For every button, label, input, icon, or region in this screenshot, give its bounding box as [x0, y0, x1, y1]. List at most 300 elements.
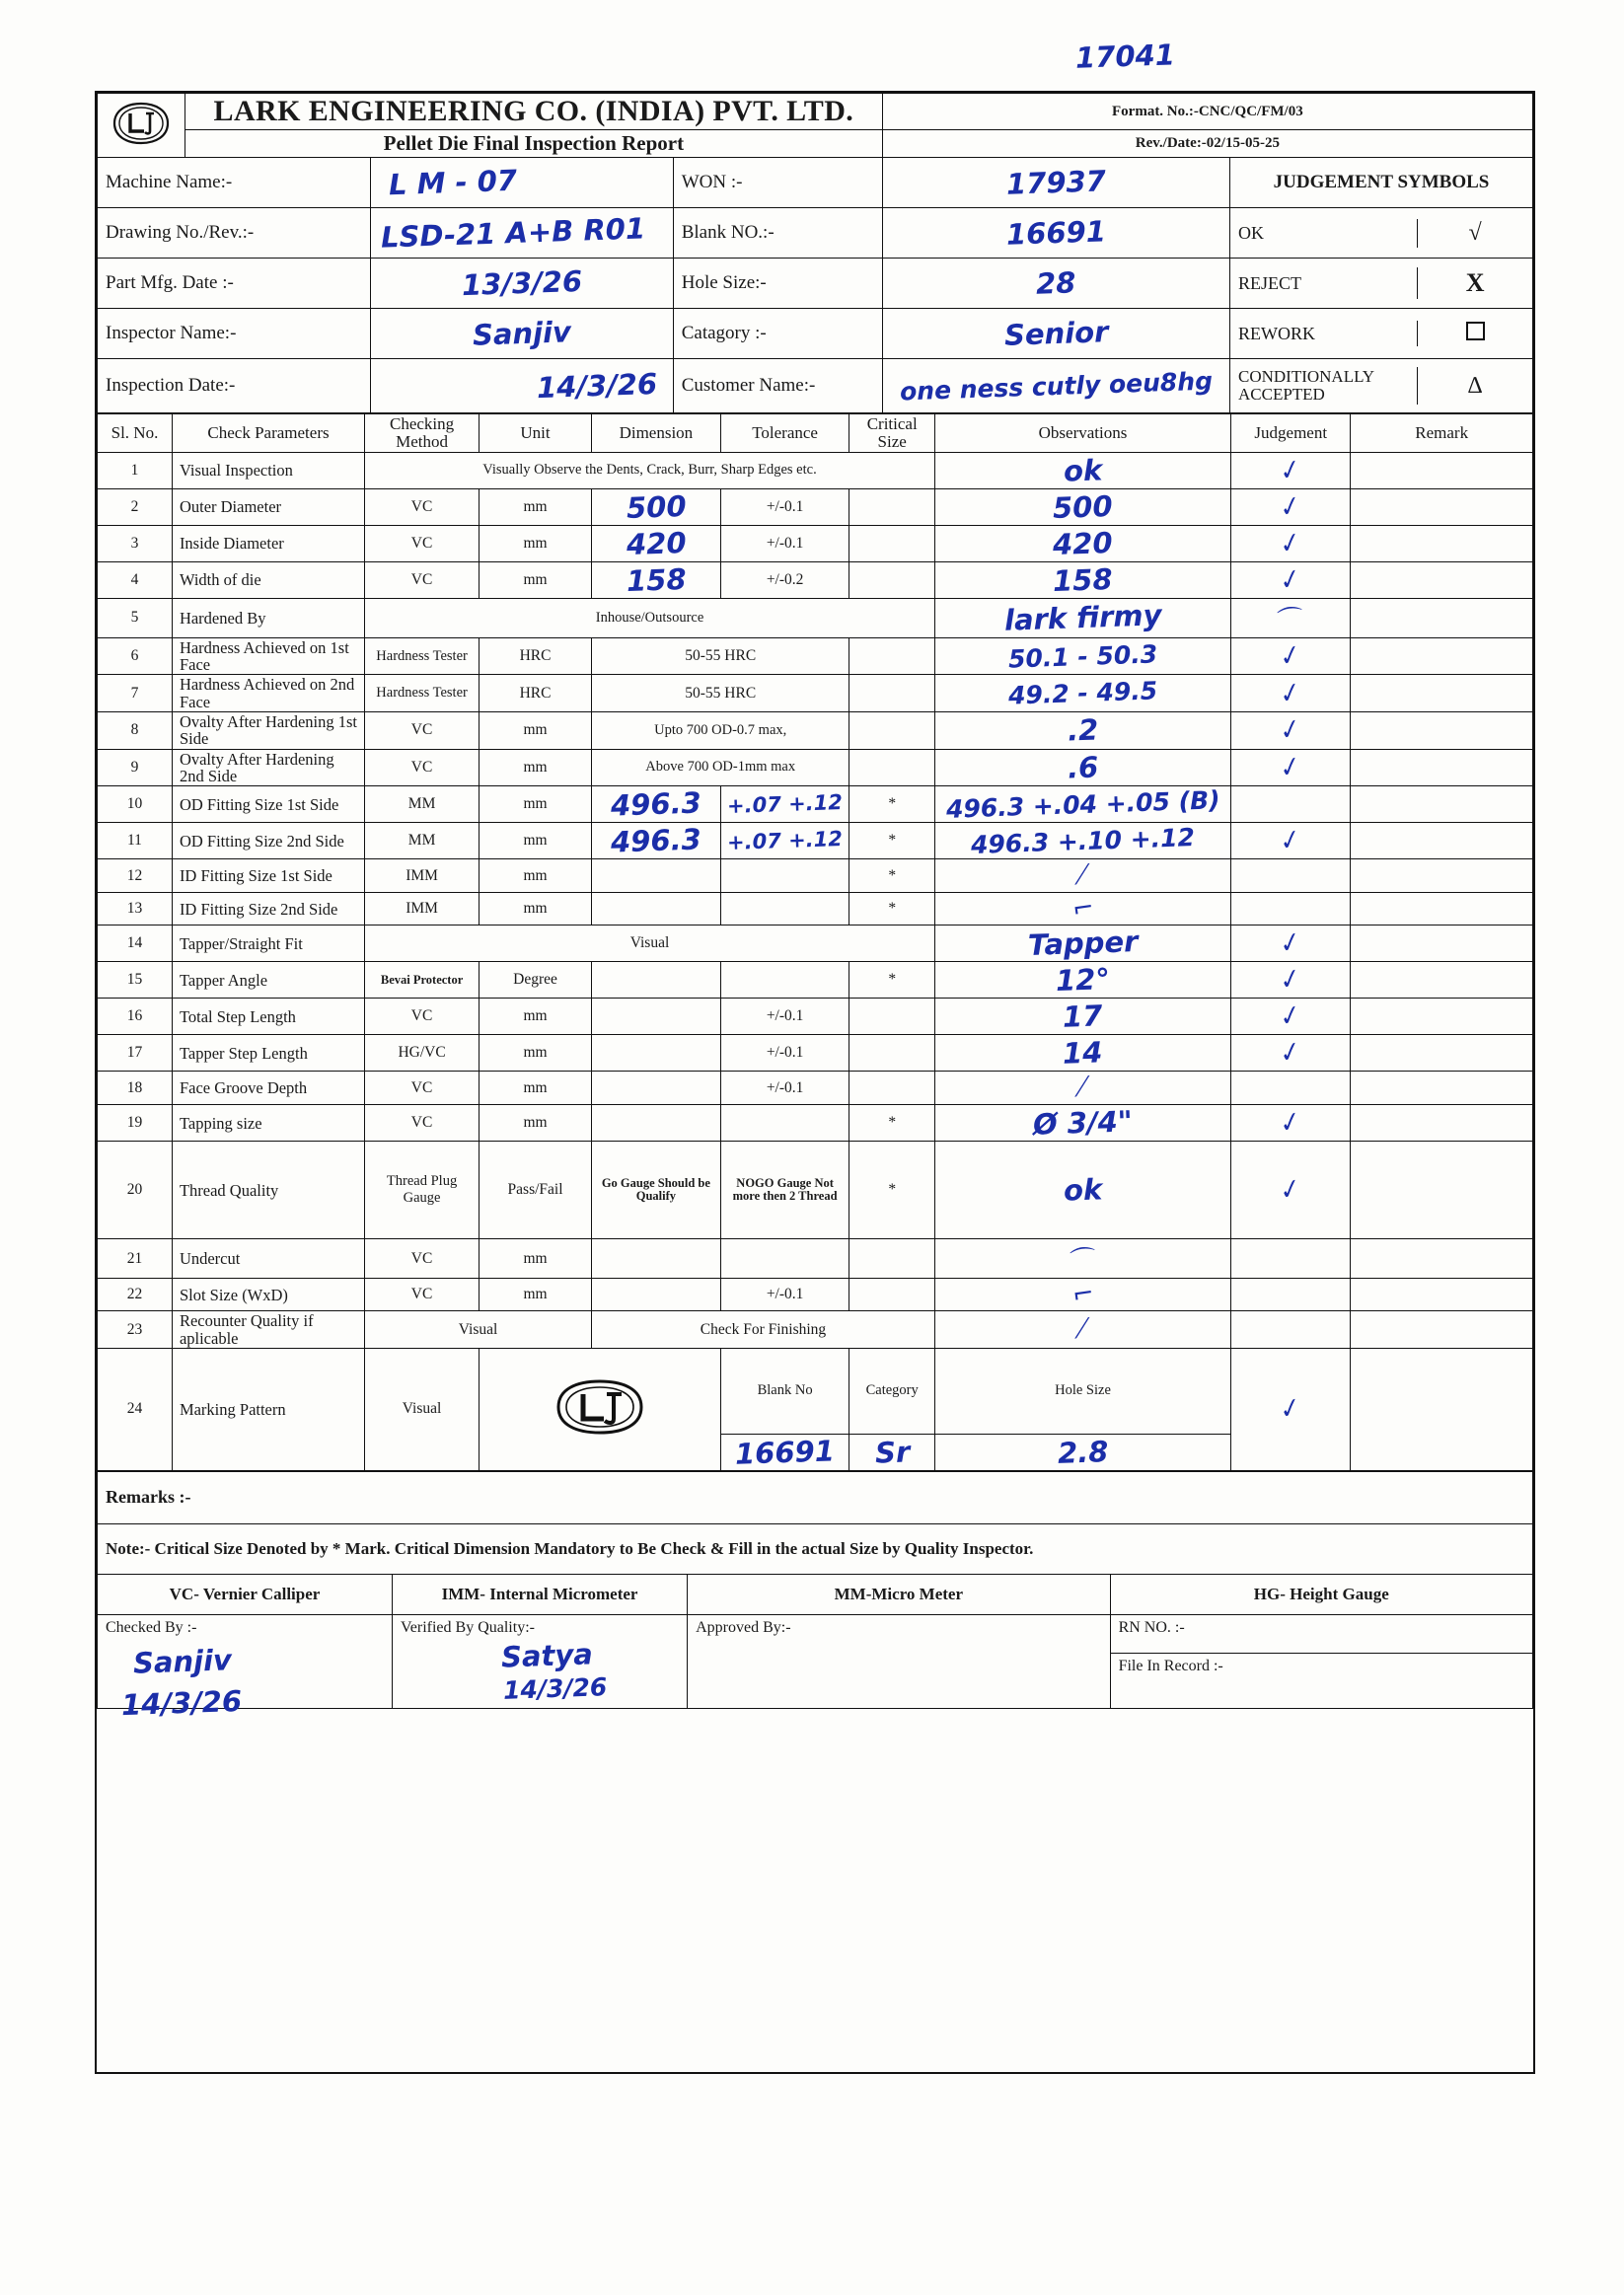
row-method: IMM — [365, 893, 480, 925]
verified-by-cell[interactable] — [393, 1614, 688, 1708]
row-obs[interactable]: .2 — [934, 711, 1230, 749]
row-remark[interactable] — [1351, 598, 1533, 637]
checked-by-cell[interactable] — [98, 1614, 393, 1722]
table-row — [98, 675, 1533, 712]
won-label: WON :- — [673, 158, 882, 208]
judgement-label-conditional: CONDITIONALLY ACCEPTED — [1230, 367, 1418, 405]
row-sl: 18 — [98, 1072, 173, 1105]
row-dim[interactable]: 496.3 — [591, 823, 720, 859]
inspection-date-value[interactable]: 14/3/26 — [371, 359, 674, 413]
row-crit — [849, 999, 934, 1035]
row-crit: * — [849, 893, 934, 925]
row-remark[interactable] — [1351, 925, 1533, 962]
row-remark[interactable] — [1351, 859, 1533, 893]
row-method: VC — [365, 1279, 480, 1311]
row-unit: HRC — [480, 675, 592, 712]
judgement-label-reject: REJECT — [1230, 267, 1418, 299]
row-tol: +/-0.1 — [720, 1072, 849, 1105]
row-crit — [849, 1239, 934, 1279]
row-sl: 22 — [98, 1279, 173, 1311]
row-judge[interactable] — [1231, 786, 1351, 823]
row-obs[interactable]: ⟋ — [934, 859, 1230, 893]
judgement-conditional-cell — [1230, 359, 1533, 413]
sub-header-hole-size: Hole Size — [934, 1348, 1230, 1434]
table-row — [98, 1311, 1533, 1349]
row-obs[interactable]: 158 — [934, 561, 1230, 598]
row-remark[interactable] — [1351, 999, 1533, 1035]
row-dim[interactable] — [591, 1279, 720, 1311]
row-span-text: Visual — [365, 925, 935, 962]
row-method: VC — [365, 525, 480, 561]
legend-imm: IMM- Internal Micrometer — [393, 1574, 688, 1614]
row-dim[interactable]: 500 — [591, 488, 720, 525]
row-param: Tapping size — [172, 1105, 364, 1142]
row-method: Hardness Tester — [365, 675, 480, 712]
row-method: MM — [365, 823, 480, 859]
row-param: Hardness Achieved on 1st Face — [172, 637, 364, 675]
row-unit: mm — [480, 488, 592, 525]
judgement-label-rework: REWORK — [1230, 321, 1418, 346]
row-obs[interactable]: 17 — [934, 999, 1230, 1035]
hole-size-value[interactable]: 28 — [882, 259, 1229, 309]
part-mfg-date-label: Part Mfg. Date :- — [98, 259, 371, 309]
checked-by-signature: Sanjiv — [132, 1643, 233, 1680]
blank-no-label: Blank NO.:- — [673, 208, 882, 259]
rev-date: Rev./Date:-02/15-05-25 — [882, 130, 1532, 158]
row-param: OD Fitting Size 1st Side — [172, 786, 364, 823]
table-row — [98, 525, 1533, 561]
row-unit: Degree — [480, 962, 592, 999]
row-param: Slot Size (WxD) — [172, 1279, 364, 1311]
col-check-parameters: Check Parameters — [172, 414, 364, 453]
table-row — [98, 893, 1533, 925]
row-crit — [849, 1072, 934, 1105]
row-tol: +/-0.1 — [720, 488, 849, 525]
col-judgement: Judgement — [1231, 414, 1351, 453]
machine-name-value[interactable]: L M - 07 — [371, 158, 674, 208]
row-obs[interactable]: Tapper — [934, 925, 1230, 962]
row-sl: 17 — [98, 1035, 173, 1072]
row-param: Total Step Length — [172, 999, 364, 1035]
row-param: Face Groove Depth — [172, 1072, 364, 1105]
customer-name-value[interactable]: one ness cutly oeu8hg — [882, 359, 1229, 413]
row-remark[interactable] — [1351, 1311, 1533, 1349]
part-mfg-date-value[interactable]: 13/3/26 — [371, 259, 674, 309]
category-value[interactable]: Senior — [882, 309, 1229, 359]
row-remark[interactable] — [1351, 675, 1533, 712]
row-tol — [720, 962, 849, 999]
row-judge[interactable]: ✓ — [1231, 999, 1351, 1035]
row-judge[interactable]: ✓ — [1231, 488, 1351, 525]
row-crit — [849, 749, 934, 786]
row-unit: HRC — [480, 637, 592, 675]
row-param: Tapper Step Length — [172, 1035, 364, 1072]
row-sl: 23 — [98, 1311, 173, 1349]
row-tol: +/-0.1 — [720, 1279, 849, 1311]
category-label: Catagory :- — [673, 309, 882, 359]
row-tol: +/-0.1 — [720, 525, 849, 561]
row-param: Ovalty After Hardening 2nd Side — [172, 749, 364, 786]
row-dim[interactable] — [591, 1105, 720, 1142]
row-sl: 5 — [98, 598, 173, 637]
record-cell — [1110, 1614, 1532, 1708]
row-judge[interactable]: ✓ — [1231, 1348, 1351, 1470]
row-param: Hardened By — [172, 598, 364, 637]
table-row — [98, 962, 1533, 999]
row-sl: 14 — [98, 925, 173, 962]
row-remark[interactable] — [1351, 1035, 1533, 1072]
sub-header-blank-no: Blank No — [720, 1348, 849, 1434]
table-row — [98, 1239, 1533, 1279]
row-method: Bevai Protector — [365, 962, 480, 999]
row-tol — [720, 1239, 849, 1279]
table-row — [98, 859, 1533, 893]
row-judge[interactable] — [1231, 1279, 1351, 1311]
checked-by-label: Checked By :- — [106, 1618, 197, 1636]
row-crit: * — [849, 1142, 934, 1239]
row-method: VC — [365, 488, 480, 525]
row-param: Tapper Angle — [172, 962, 364, 999]
row-method: VC — [365, 999, 480, 1035]
row-dim[interactable] — [591, 1035, 720, 1072]
row-method: VC — [365, 711, 480, 749]
row-method: HG/VC — [365, 1035, 480, 1072]
row-remark[interactable] — [1351, 893, 1533, 925]
row-unit: mm — [480, 1105, 592, 1142]
row-obs[interactable]: 49.2 - 49.5 — [934, 675, 1230, 712]
row-remark[interactable] — [1351, 452, 1533, 488]
row-param: Width of die — [172, 561, 364, 598]
judgement-symbol-rework — [1418, 321, 1532, 346]
lark-logo-icon — [553, 1376, 647, 1438]
row-crit — [849, 675, 934, 712]
row-dim[interactable] — [591, 859, 720, 893]
row-tol: Upto 700 OD-0.7 max, — [591, 711, 849, 749]
row-remark[interactable] — [1351, 1279, 1533, 1311]
row-method: Thread Plug Gauge — [365, 1142, 480, 1239]
verified-by-signature: Satya — [500, 1637, 594, 1674]
drawing-no-value[interactable]: LSD-21 A+B R01 — [371, 208, 674, 259]
row-sl: 13 — [98, 893, 173, 925]
row-judge[interactable]: ✓ — [1231, 823, 1351, 859]
row-param: Ovalty After Hardening 1st Side — [172, 711, 364, 749]
row-param: Visual Inspection — [172, 452, 364, 488]
machine-name-label: Machine Name:- — [98, 158, 371, 208]
row-span-text: Inhouse/Outsource — [365, 598, 935, 637]
row-judge[interactable] — [1231, 893, 1351, 925]
judgement-symbol-reject: X — [1465, 268, 1485, 297]
row-tol — [720, 1105, 849, 1142]
row-sl: 21 — [98, 1239, 173, 1279]
row-remark[interactable] — [1351, 1239, 1533, 1279]
row-tol — [720, 859, 849, 893]
row-crit: * — [849, 786, 934, 823]
drawing-no-label: Drawing No./Rev.:- — [98, 208, 371, 259]
row-param: ID Fitting Size 1st Side — [172, 859, 364, 893]
table-row — [98, 711, 1533, 749]
row-sl: 11 — [98, 823, 173, 859]
row-sl: 12 — [98, 859, 173, 893]
row-unit: mm — [480, 1239, 592, 1279]
table-row — [98, 488, 1533, 525]
sub-header-category: Category — [849, 1348, 934, 1434]
row-judge[interactable]: ✓ — [1231, 962, 1351, 999]
row-judge[interactable] — [1231, 1239, 1351, 1279]
col-dimension: Dimension — [591, 414, 720, 453]
row-tol: +.07 +.12 — [720, 823, 849, 859]
row-remark[interactable] — [1351, 786, 1533, 823]
row-param: ID Fitting Size 2nd Side — [172, 893, 364, 925]
row-obs[interactable]: Ø 3/4" — [934, 1105, 1230, 1142]
row-param: Recounter Quality if aplicable — [172, 1311, 364, 1349]
judgement-ok-cell — [1230, 208, 1533, 259]
row-crit — [849, 525, 934, 561]
row-judge[interactable]: ✓ — [1231, 925, 1351, 962]
row-obs[interactable]: 14 — [934, 1035, 1230, 1072]
col-checking-method: Checking Method — [365, 414, 480, 453]
row-param: Marking Pattern — [172, 1348, 364, 1470]
row-method: Visual — [365, 1348, 480, 1470]
judgement-reject-cell — [1230, 259, 1533, 309]
inspector-name-value[interactable]: Sanjiv — [371, 309, 674, 359]
row-unit: mm — [480, 859, 592, 893]
row-remark[interactable] — [1351, 1072, 1533, 1105]
row-obs[interactable]: ⌐ — [934, 893, 1230, 925]
row-tol: Above 700 OD-1mm max — [591, 749, 849, 786]
row-judge[interactable]: ✓ — [1231, 1105, 1351, 1142]
row-crit — [849, 561, 934, 598]
row-obs[interactable]: 50.1 - 50.3 — [934, 637, 1230, 675]
table-row — [98, 786, 1533, 823]
row-judge[interactable] — [1231, 1072, 1351, 1105]
row-crit: * — [849, 859, 934, 893]
row-remark[interactable] — [1351, 1142, 1533, 1239]
row-unit: mm — [480, 786, 592, 823]
row-param: Hardness Achieved on 2nd Face — [172, 675, 364, 712]
row-crit — [849, 488, 934, 525]
table-row — [98, 1279, 1533, 1311]
table-row — [98, 749, 1533, 786]
table-row — [98, 598, 1533, 637]
row-param: Inside Diameter — [172, 525, 364, 561]
row-tol — [720, 893, 849, 925]
row-span-text: Visually Observe the Dents, Crack, Burr, Sharp Edges etc. — [365, 452, 935, 488]
row-method: VC — [365, 561, 480, 598]
inspection-table — [97, 413, 1533, 1471]
row-obs[interactable]: ok — [934, 1142, 1230, 1239]
row-dim: Check For Finishing — [591, 1311, 934, 1349]
row-remark[interactable] — [1351, 561, 1533, 598]
col-tolerance: Tolerance — [720, 414, 849, 453]
row-remark[interactable] — [1351, 488, 1533, 525]
row-sl: 20 — [98, 1142, 173, 1239]
row-method: IMM — [365, 859, 480, 893]
row-judge[interactable]: ✓ — [1231, 1142, 1351, 1239]
table-row — [98, 999, 1533, 1035]
row-judge[interactable]: ✓ — [1231, 452, 1351, 488]
row-remark[interactable] — [1351, 1348, 1533, 1470]
judgement-rework-cell — [1230, 309, 1533, 359]
sub-value-blank-no[interactable]: 16691 — [720, 1434, 849, 1470]
verified-by-date: 14/3/26 — [502, 1671, 608, 1705]
row-sl: 10 — [98, 786, 173, 823]
sub-value-category[interactable]: Sr — [849, 1434, 934, 1470]
row-sl: 24 — [98, 1348, 173, 1470]
row-obs[interactable]: ⌐ — [934, 1279, 1230, 1311]
row-sl: 3 — [98, 525, 173, 561]
col-observations: Observations — [934, 414, 1230, 453]
row-method: VC — [365, 1239, 480, 1279]
inspection-date-label: Inspection Date:- — [98, 359, 371, 413]
row-dim[interactable]: 420 — [591, 525, 720, 561]
sub-value-hole-size[interactable]: 2.8 — [934, 1434, 1230, 1470]
row-crit — [849, 637, 934, 675]
row-judge[interactable] — [1231, 1311, 1351, 1349]
row-tol: 50-55 HRC — [591, 675, 849, 712]
row-dim[interactable] — [591, 1072, 720, 1105]
col-unit: Unit — [480, 414, 592, 453]
row-param: Thread Quality — [172, 1142, 364, 1239]
row-judge[interactable] — [1231, 859, 1351, 893]
row-obs[interactable]: ⟋ — [934, 1311, 1230, 1349]
table-row — [98, 1072, 1533, 1105]
row-obs[interactable]: 420 — [934, 525, 1230, 561]
row-remark[interactable] — [1351, 962, 1533, 999]
row-sl: 8 — [98, 711, 173, 749]
row-remark[interactable] — [1351, 749, 1533, 786]
row-judge[interactable]: ✓ — [1231, 675, 1351, 712]
marking-logo-cell — [480, 1348, 721, 1470]
approved-by-label: Approved By:- — [696, 1618, 791, 1636]
row-obs[interactable]: ⌒ — [934, 1239, 1230, 1279]
row-dim[interactable]: 158 — [591, 561, 720, 598]
row-unit: mm — [480, 999, 592, 1035]
row-crit: * — [849, 1105, 934, 1142]
row-judge[interactable]: ✓ — [1231, 711, 1351, 749]
judgement-symbol-ok: √ — [1468, 219, 1482, 246]
customer-name-label: Customer Name:- — [673, 359, 882, 413]
row-dim[interactable]: 496.3 — [591, 786, 720, 823]
judgement-symbols-title: JUDGEMENT SYMBOLS — [1230, 158, 1533, 208]
row-method: Visual — [365, 1311, 592, 1349]
row-unit: mm — [480, 561, 592, 598]
verified-by-label: Verified By Quality:- — [401, 1618, 535, 1636]
inspector-name-label: Inspector Name:- — [98, 309, 371, 359]
row-remark[interactable] — [1351, 1105, 1533, 1142]
row-sl: 2 — [98, 488, 173, 525]
row-remark[interactable] — [1351, 637, 1533, 675]
blank-no-value[interactable]: 16691 — [882, 208, 1229, 259]
file-in-record-label[interactable]: File In Record :- — [1118, 1657, 1223, 1674]
remarks-label[interactable]: Remarks :- — [98, 1471, 1533, 1523]
legend-hg: HG- Height Gauge — [1110, 1574, 1532, 1614]
won-value[interactable]: 17937 — [882, 158, 1229, 208]
row-dim[interactable] — [591, 999, 720, 1035]
format-no: Format. No.:-CNC/QC/FM/03 — [882, 94, 1532, 130]
row-method: VC — [365, 1105, 480, 1142]
checked-by-date: 14/3/26 — [120, 1683, 243, 1722]
approved-by-cell[interactable] — [688, 1614, 1110, 1708]
company-logo-cell — [98, 94, 185, 158]
row-judge[interactable]: ✓ — [1231, 561, 1351, 598]
table-row — [98, 823, 1533, 859]
rn-no-label[interactable]: RN NO. :- — [1111, 1615, 1532, 1654]
row-crit — [849, 1279, 934, 1311]
row-unit: mm — [480, 1072, 592, 1105]
row-crit — [849, 711, 934, 749]
row-remark[interactable] — [1351, 823, 1533, 859]
table-row — [98, 1035, 1533, 1072]
row-sl: 6 — [98, 637, 173, 675]
row-method: MM — [365, 786, 480, 823]
inspection-report-sheet — [95, 91, 1535, 2074]
row-judge[interactable]: ✓ — [1231, 525, 1351, 561]
row-unit: mm — [480, 749, 592, 786]
judgement-label-ok: OK — [1230, 219, 1418, 248]
row-dim[interactable] — [591, 893, 720, 925]
hole-size-label: Hole Size:- — [673, 259, 882, 309]
judgement-symbol-conditional: ∆ — [1467, 372, 1483, 399]
row-remark[interactable] — [1351, 711, 1533, 749]
row-tol: +/-0.1 — [720, 999, 849, 1035]
row-sl: 7 — [98, 675, 173, 712]
row-param: Outer Diameter — [172, 488, 364, 525]
row-sl: 4 — [98, 561, 173, 598]
row-judge[interactable]: ✓ — [1231, 1035, 1351, 1072]
row-unit: mm — [480, 1035, 592, 1072]
row-obs[interactable]: 496.3 +.04 +.05 (B) — [934, 786, 1230, 823]
row-dim[interactable] — [591, 962, 720, 999]
table-header-row — [98, 414, 1533, 453]
row-param: Undercut — [172, 1239, 364, 1279]
row-obs[interactable]: 500 — [934, 488, 1230, 525]
table-row — [98, 1105, 1533, 1142]
row-obs[interactable]: 496.3 +.10 +.12 — [934, 823, 1230, 859]
row-tol: +.07 +.12 — [720, 786, 849, 823]
row-obs[interactable]: .6 — [934, 749, 1230, 786]
row-tol: +/-0.1 — [720, 1035, 849, 1072]
row-method: VC — [365, 749, 480, 786]
row-method: VC — [365, 1072, 480, 1105]
table-row — [98, 1142, 1533, 1239]
header-table — [97, 93, 1533, 413]
marking-pattern-row — [98, 1348, 1533, 1434]
document-title: Pellet Die Final Inspection Report — [185, 130, 883, 158]
row-judge[interactable]: ✓ — [1231, 637, 1351, 675]
row-unit: mm — [480, 893, 592, 925]
row-obs[interactable]: ok — [934, 452, 1230, 488]
row-obs[interactable]: lark firmy — [934, 598, 1230, 637]
top-handwritten-number: 17041 — [1074, 37, 1176, 75]
row-unit: mm — [480, 711, 592, 749]
row-param: Tapper/Straight Fit — [172, 925, 364, 962]
row-dim[interactable] — [591, 1239, 720, 1279]
legend-mm: MM-Micro Meter — [688, 1574, 1110, 1614]
row-obs[interactable]: ⟋ — [934, 1072, 1230, 1105]
row-remark[interactable] — [1351, 525, 1533, 561]
row-obs[interactable]: 12° — [934, 962, 1230, 999]
table-row — [98, 452, 1533, 488]
row-crit — [849, 1035, 934, 1072]
col-remark: Remark — [1351, 414, 1533, 453]
row-tol: +/-0.2 — [720, 561, 849, 598]
footer-table — [97, 1471, 1533, 1722]
row-judge[interactable]: ✓ — [1231, 749, 1351, 786]
legend-vc: VC- Vernier Calliper — [98, 1574, 393, 1614]
row-tol: 50-55 HRC — [591, 637, 849, 675]
table-row — [98, 925, 1533, 962]
row-judge[interactable]: ⌒ — [1231, 598, 1351, 637]
